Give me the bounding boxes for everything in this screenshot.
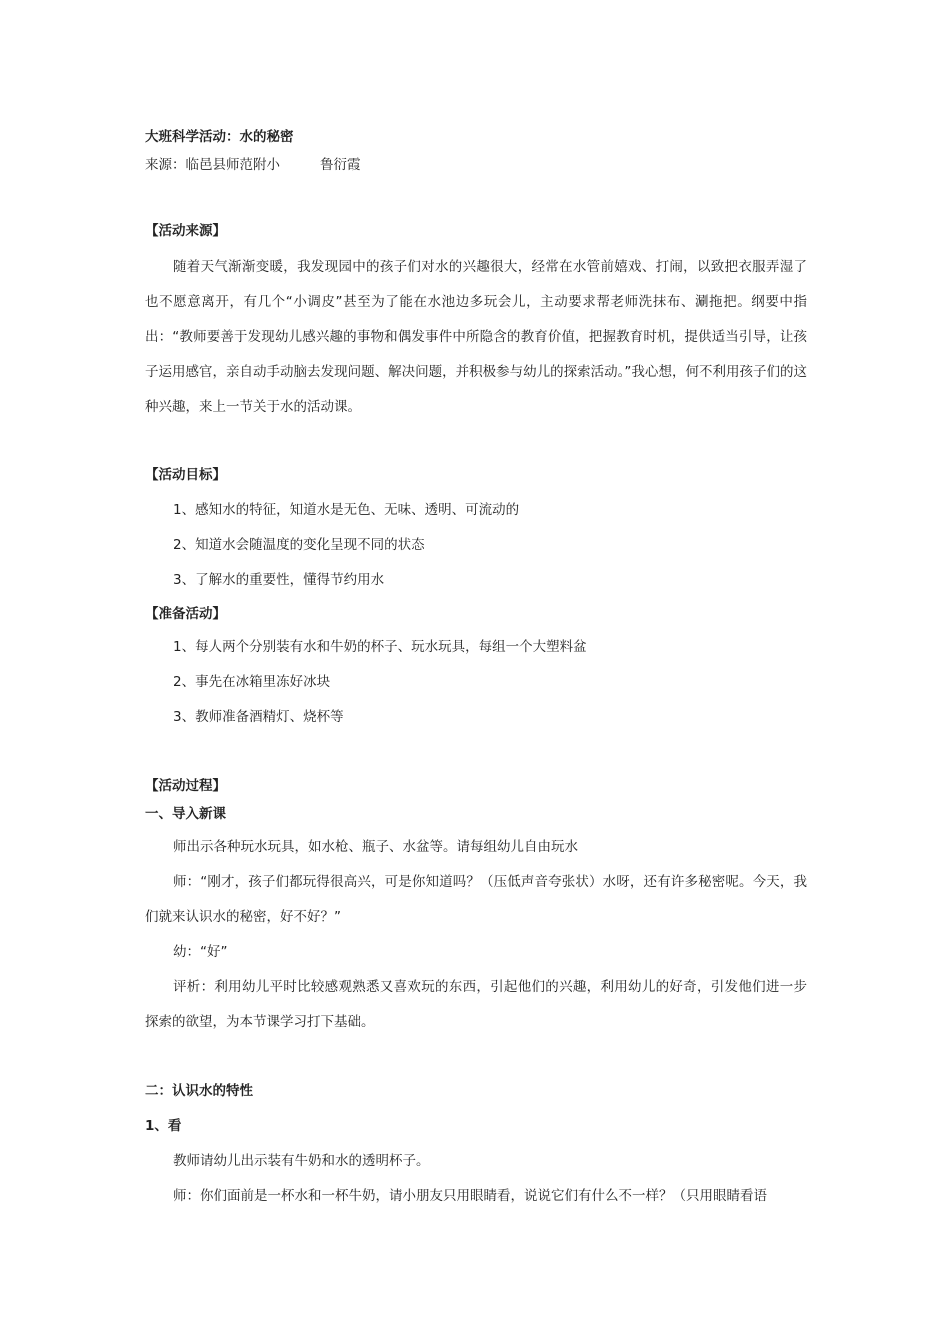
document-title: 大班科学活动：水的秘密 [145,129,294,145]
subsection-look-heading: 1、看 [145,1118,182,1134]
process-paragraph: 师出示各种玩水玩具，如水枪、瓶子、水盆等。请每组幼儿自由玩水 [173,839,578,855]
heading-activity-goals: 【活动目标】 [145,467,226,483]
prep-item: 1、每人两个分别装有水和牛奶的杯子、玩水玩具，每组一个大塑料盆 [173,639,587,655]
process-paragraph: 幼：“好” [173,944,228,960]
source-label: 来源：临邑县师范附小 [145,157,280,173]
document-source [145,155,807,175]
heading-activity-process: 【活动过程】 [145,778,226,794]
paragraph-activity-source: 随着天气渐渐变暖，我发现园中的孩子们对水的兴趣很大，经常在水管前嬉戏、打闹，以致把衣服弄湿了也不愿意离开，有几个“小调皮”甚至为了能在水池边多玩会儿，主动要求帮老师洗抹布、涮拖把。纲要中指出：“教师要善于发现幼儿感兴趣的事物和偶发事件中所隐含的教育价值，把握教育时机，提供适当引导，让孩子运用感官，亲自动手动脑去发现问题、解决问题，并积极参与幼儿的探索活动。”我心想，何不利用孩子们的这种兴趣，来上一节关于水的活动课。 [145,259,807,415]
section-intro-heading: 一、导入新课 [145,806,226,822]
heading-preparation: 【准备活动】 [145,606,226,622]
heading-activity-source: 【活动来源】 [145,223,226,239]
section-properties-heading: 二：认识水的特性 [145,1083,253,1099]
source-author: 鲁衍霞 [320,157,361,173]
process-paragraph: 教师请幼儿出示装有牛奶和水的透明杯子。 [173,1153,430,1169]
prep-item: 2、事先在冰箱里冻好冰块 [173,674,331,690]
goal-item: 1、感知水的特征，知道水是无色、无味、透明、可流动的 [173,502,520,518]
process-paragraph: 评析：利用幼儿平时比较感观熟悉又喜欢玩的东西，引起他们的兴趣，利用幼儿的好奇，引发他们进一步探索的欲望，为本节课学习打下基础。 [145,979,807,1030]
prep-item: 3、教师准备酒精灯、烧杯等 [173,709,344,725]
document-body [145,127,807,1214]
goal-item: 3、了解水的重要性，懂得节约用水 [173,572,385,588]
process-paragraph: 师：“刚才，孩子们都玩得很高兴，可是你知道吗？（压低声音夸张状）水呀，还有许多秘密呢。今天，我们就来认识水的秘密，好不好？” [145,874,807,925]
process-paragraph: 师：你们面前是一杯水和一杯牛奶，请小朋友只用眼睛看，说说它们有什么不一样？（只用眼睛看语 [173,1188,767,1204]
goal-item: 2、知道水会随温度的变化呈现不同的状态 [173,537,425,553]
